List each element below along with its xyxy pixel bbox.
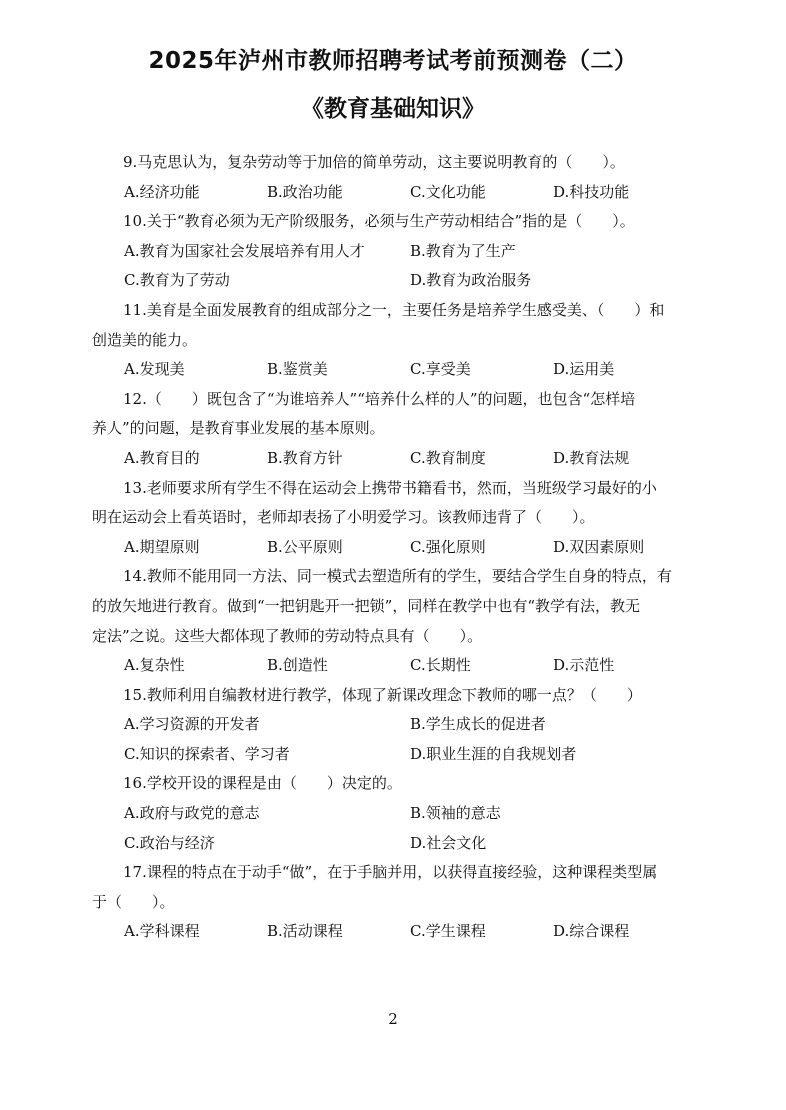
- question-stem-continued: 于（ ）。: [92, 892, 175, 911]
- question-stem: 14.教师不能用同一方法、同一模式去塑造所有的学生，要结合学生自身的特点，有: [123, 567, 672, 586]
- options-row: [92, 829, 692, 859]
- options-row: [92, 444, 692, 474]
- document-title: 2025年泸州市教师招聘考试考前预测卷（二）: [148, 48, 638, 74]
- option-d: D.双因素原则: [553, 537, 645, 556]
- option-d: D.科技功能: [553, 182, 630, 201]
- option-b: B.学生成长的促进者: [410, 715, 546, 734]
- option-c: C.知识的探索者、学习者: [124, 744, 290, 763]
- question-stem: 11.美育是全面发展教育的组成部分之一，主要任务是培养学生感受美、（ ）和: [123, 300, 665, 319]
- question-list: [92, 148, 692, 947]
- option-c: C.文化功能: [410, 182, 486, 201]
- question-stem-continued: 定法”之说。这些大都体现了教师的劳动特点具有（ ）。: [92, 626, 483, 645]
- option-b: B.教育方针: [267, 448, 343, 467]
- option-d: D.综合课程: [553, 922, 630, 941]
- option-c: C.政治与经济: [124, 833, 215, 852]
- option-a: A.经济功能: [124, 182, 200, 201]
- document-subtitle: 《教育基础知识》: [301, 96, 485, 122]
- option-c: C.学生课程: [410, 922, 486, 941]
- question-stem-continued: 创造美的能力。: [92, 330, 198, 349]
- question-10: [92, 207, 692, 296]
- option-d: D.职业生涯的自我规划者: [410, 744, 577, 763]
- option-a: A.教育目的: [124, 448, 200, 467]
- option-b: B.领袖的意志: [410, 804, 501, 823]
- options-row: [92, 799, 692, 829]
- option-c: C.教育制度: [410, 448, 486, 467]
- question-stem-continued: 明在运动会上看英语时，老师却表扬了小明爱学习。该教师违背了（ ）。: [92, 508, 595, 527]
- question-stem: 10.关于“教育必须为无产阶级服务，必须与生产劳动相结合”指的是（ ）。: [123, 212, 635, 231]
- page-number: 2: [388, 1010, 398, 1028]
- question-stem-continued: 的放矢地进行教育。做到“一把钥匙开一把锁”，同样在教学中也有“教学有法，教无: [92, 596, 641, 615]
- option-a: A.发现美: [124, 360, 185, 379]
- option-c: C.强化原则: [410, 537, 486, 556]
- question-stem: 12.（ ）既包含了“为谁培养人”“培养什么样的人”的问题，也包含“怎样培: [123, 389, 636, 408]
- option-c: C.享受美: [410, 360, 471, 379]
- options-row: [92, 533, 692, 563]
- options-row: [92, 710, 692, 740]
- option-b: B.创造性: [267, 656, 328, 675]
- question-13: [92, 474, 692, 563]
- question-17: [92, 858, 692, 947]
- options-row: [92, 917, 692, 947]
- option-a: A.复杂性: [124, 656, 185, 675]
- question-16: [92, 769, 692, 858]
- options-row: [92, 178, 692, 208]
- option-b: B.活动课程: [267, 922, 343, 941]
- question-9: [92, 148, 692, 207]
- option-b: B.政治功能: [267, 182, 343, 201]
- question-stem-continued: 养人”的问题，是教育事业发展的基本原则。: [92, 419, 385, 438]
- options-row: [92, 237, 692, 267]
- option-b: B.鉴赏美: [267, 360, 328, 379]
- question-stem: 17.课程的特点在于动手“做”，在于手脑并用，以获得直接经验，这种课程类型属: [123, 863, 658, 882]
- question-stem: 13.老师要求所有学生不得在运动会上携带书籍看书，然而，当班级学习最好的小: [123, 478, 657, 497]
- question-stem: 15.教师利用自编教材进行教学，体现了新课改理念下教师的哪一点？（ ）: [123, 685, 642, 704]
- options-row: [92, 266, 692, 296]
- option-b: B.公平原则: [267, 537, 343, 556]
- option-a: A.期望原则: [124, 537, 200, 556]
- options-row: [92, 355, 692, 385]
- option-a: A.学科课程: [124, 922, 200, 941]
- option-d: D.示范性: [553, 656, 615, 675]
- option-d: D.社会文化: [410, 833, 487, 852]
- question-14: [92, 562, 692, 680]
- question-stem: 9.马克思认为，复杂劳动等于加倍的简单劳动，这主要说明教育的（ ）。: [123, 153, 625, 171]
- option-a: A.学习资源的开发者: [124, 715, 260, 734]
- option-c: C.长期性: [410, 656, 471, 675]
- option-c: C.教育为了劳动: [124, 271, 230, 290]
- option-a: A.政府与政党的意志: [124, 804, 260, 823]
- option-d: D.教育为政治服务: [410, 271, 532, 290]
- option-a: A.教育为国家社会发展培养有用人才: [124, 241, 365, 260]
- question-12: [92, 385, 692, 474]
- options-row: [92, 740, 692, 770]
- option-d: D.教育法规: [553, 448, 630, 467]
- question-11: [92, 296, 692, 385]
- option-d: D.运用美: [553, 360, 615, 379]
- options-row: [92, 651, 692, 681]
- question-stem: 16.学校开设的课程是由（ ）决定的。: [123, 774, 402, 793]
- question-15: [92, 681, 692, 770]
- option-b: B.教育为了生产: [410, 241, 516, 260]
